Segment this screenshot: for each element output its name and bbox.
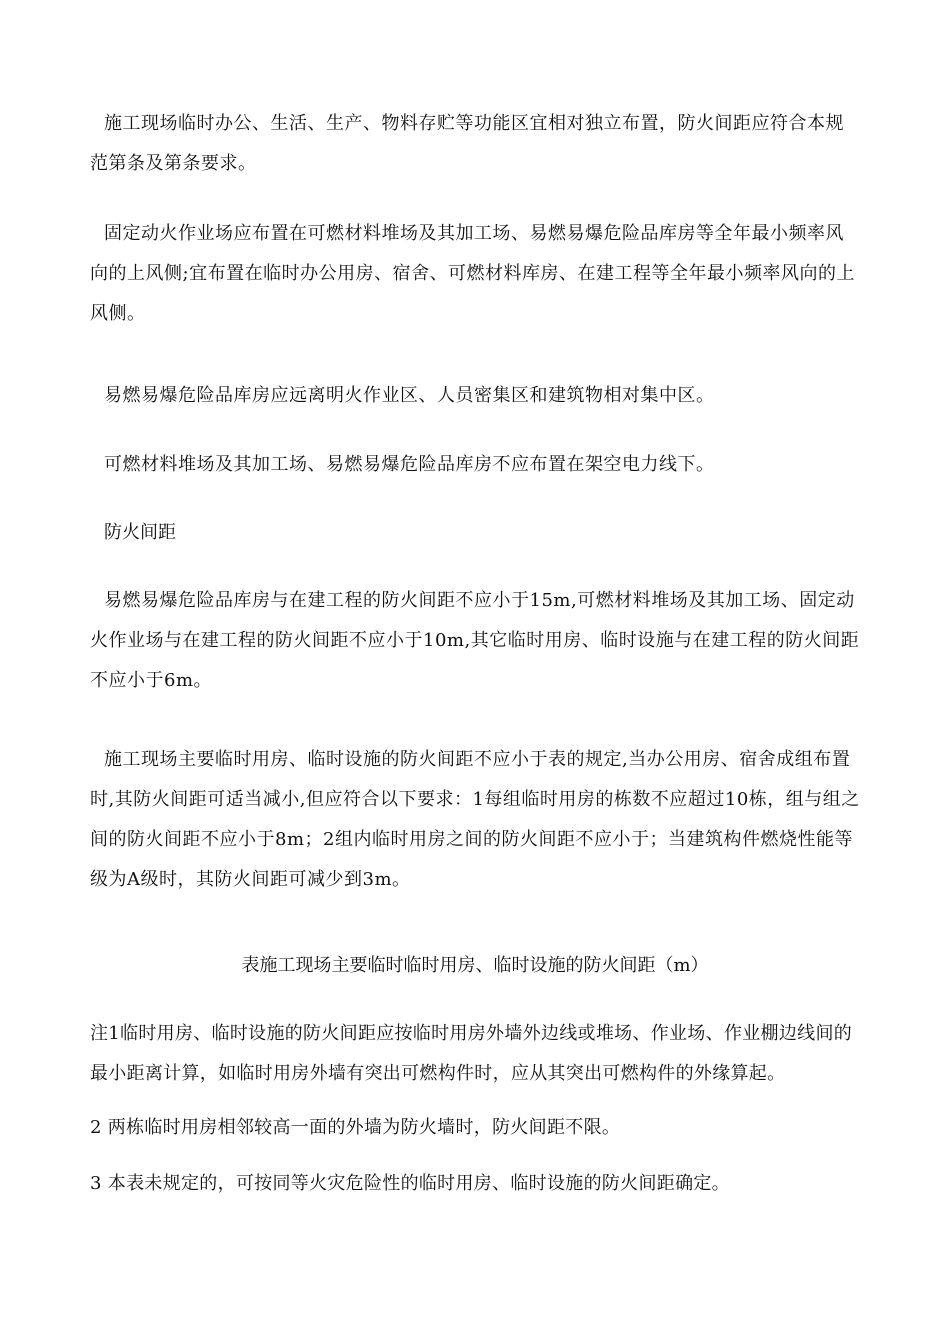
section-heading-fire-separation: 防火间距 [104, 522, 176, 543]
paragraph-hazard-storage-location: 易燃易爆危险品库房应远离明火作业区、人员密集区和建筑物相对集中区。 [104, 385, 715, 406]
table-caption: 表施工现场主要临时临时用房、临时设施的防火间距（m） [241, 955, 709, 976]
paragraph-fixed-hot-work: 固定动火作业场应布置在可燃材料堆场及其加工场、易燃易爆危险品库房等全年最小频率风向的上风侧;宜布置在临时办公用房、宿舍、可燃材料库房、在建工程等全年最小频率风向的上风侧。 [90, 223, 856, 324]
note-3: 3 本表未规定的，可按同等火灾危险性的临时用房、临时设施的防火间距确定。 [90, 1173, 730, 1194]
paragraph-separation-distances: 易燃易爆危险品库房与在建工程的防火间距不应小于15m,可燃材料堆场及其加工场、固定动火作业场与在建工程的防火间距不应小于10m,其它临时用房、临时设施与在建工程的防火间距不应小于6m。 [90, 590, 860, 691]
paragraph-function-zones: 施工现场临时办公、生活、生产、物料存贮等功能区宜相对独立布置，防火间距应符合本规范第条及第条要求。 [90, 113, 844, 174]
paragraph-power-line: 可燃材料堆场及其加工场、易燃易爆危险品库房不应布置在架空电力线下。 [104, 454, 715, 475]
note-2: 2 两栋临时用房相邻较高一面的外墙为防火墙时，防火间距不限。 [90, 1117, 621, 1138]
paragraph-group-layout: 施工现场主要临时用房、临时设施的防火间距不应小于表的规定,当办公用房、宿舍成组布置时,其防火间距可适当减小,但应符合以下要求：1每组临时用房的栋数不应超过10栋，组与组之间的防火间距不应小于8m；2组内临时用房之间的防火间距不应小于；当建筑构件燃烧性能等级为A级时，其防火间距可减少到3m。 [90, 749, 860, 890]
note-1: 注1临时用房、临时设施的防火间距应按临时用房外墙外边线或堆场、作业场、作业棚边线间的最小距离计算，如临时用房外墙有突出可燃构件时，应从其突出可燃构件的外缘算起。 [90, 1023, 853, 1084]
